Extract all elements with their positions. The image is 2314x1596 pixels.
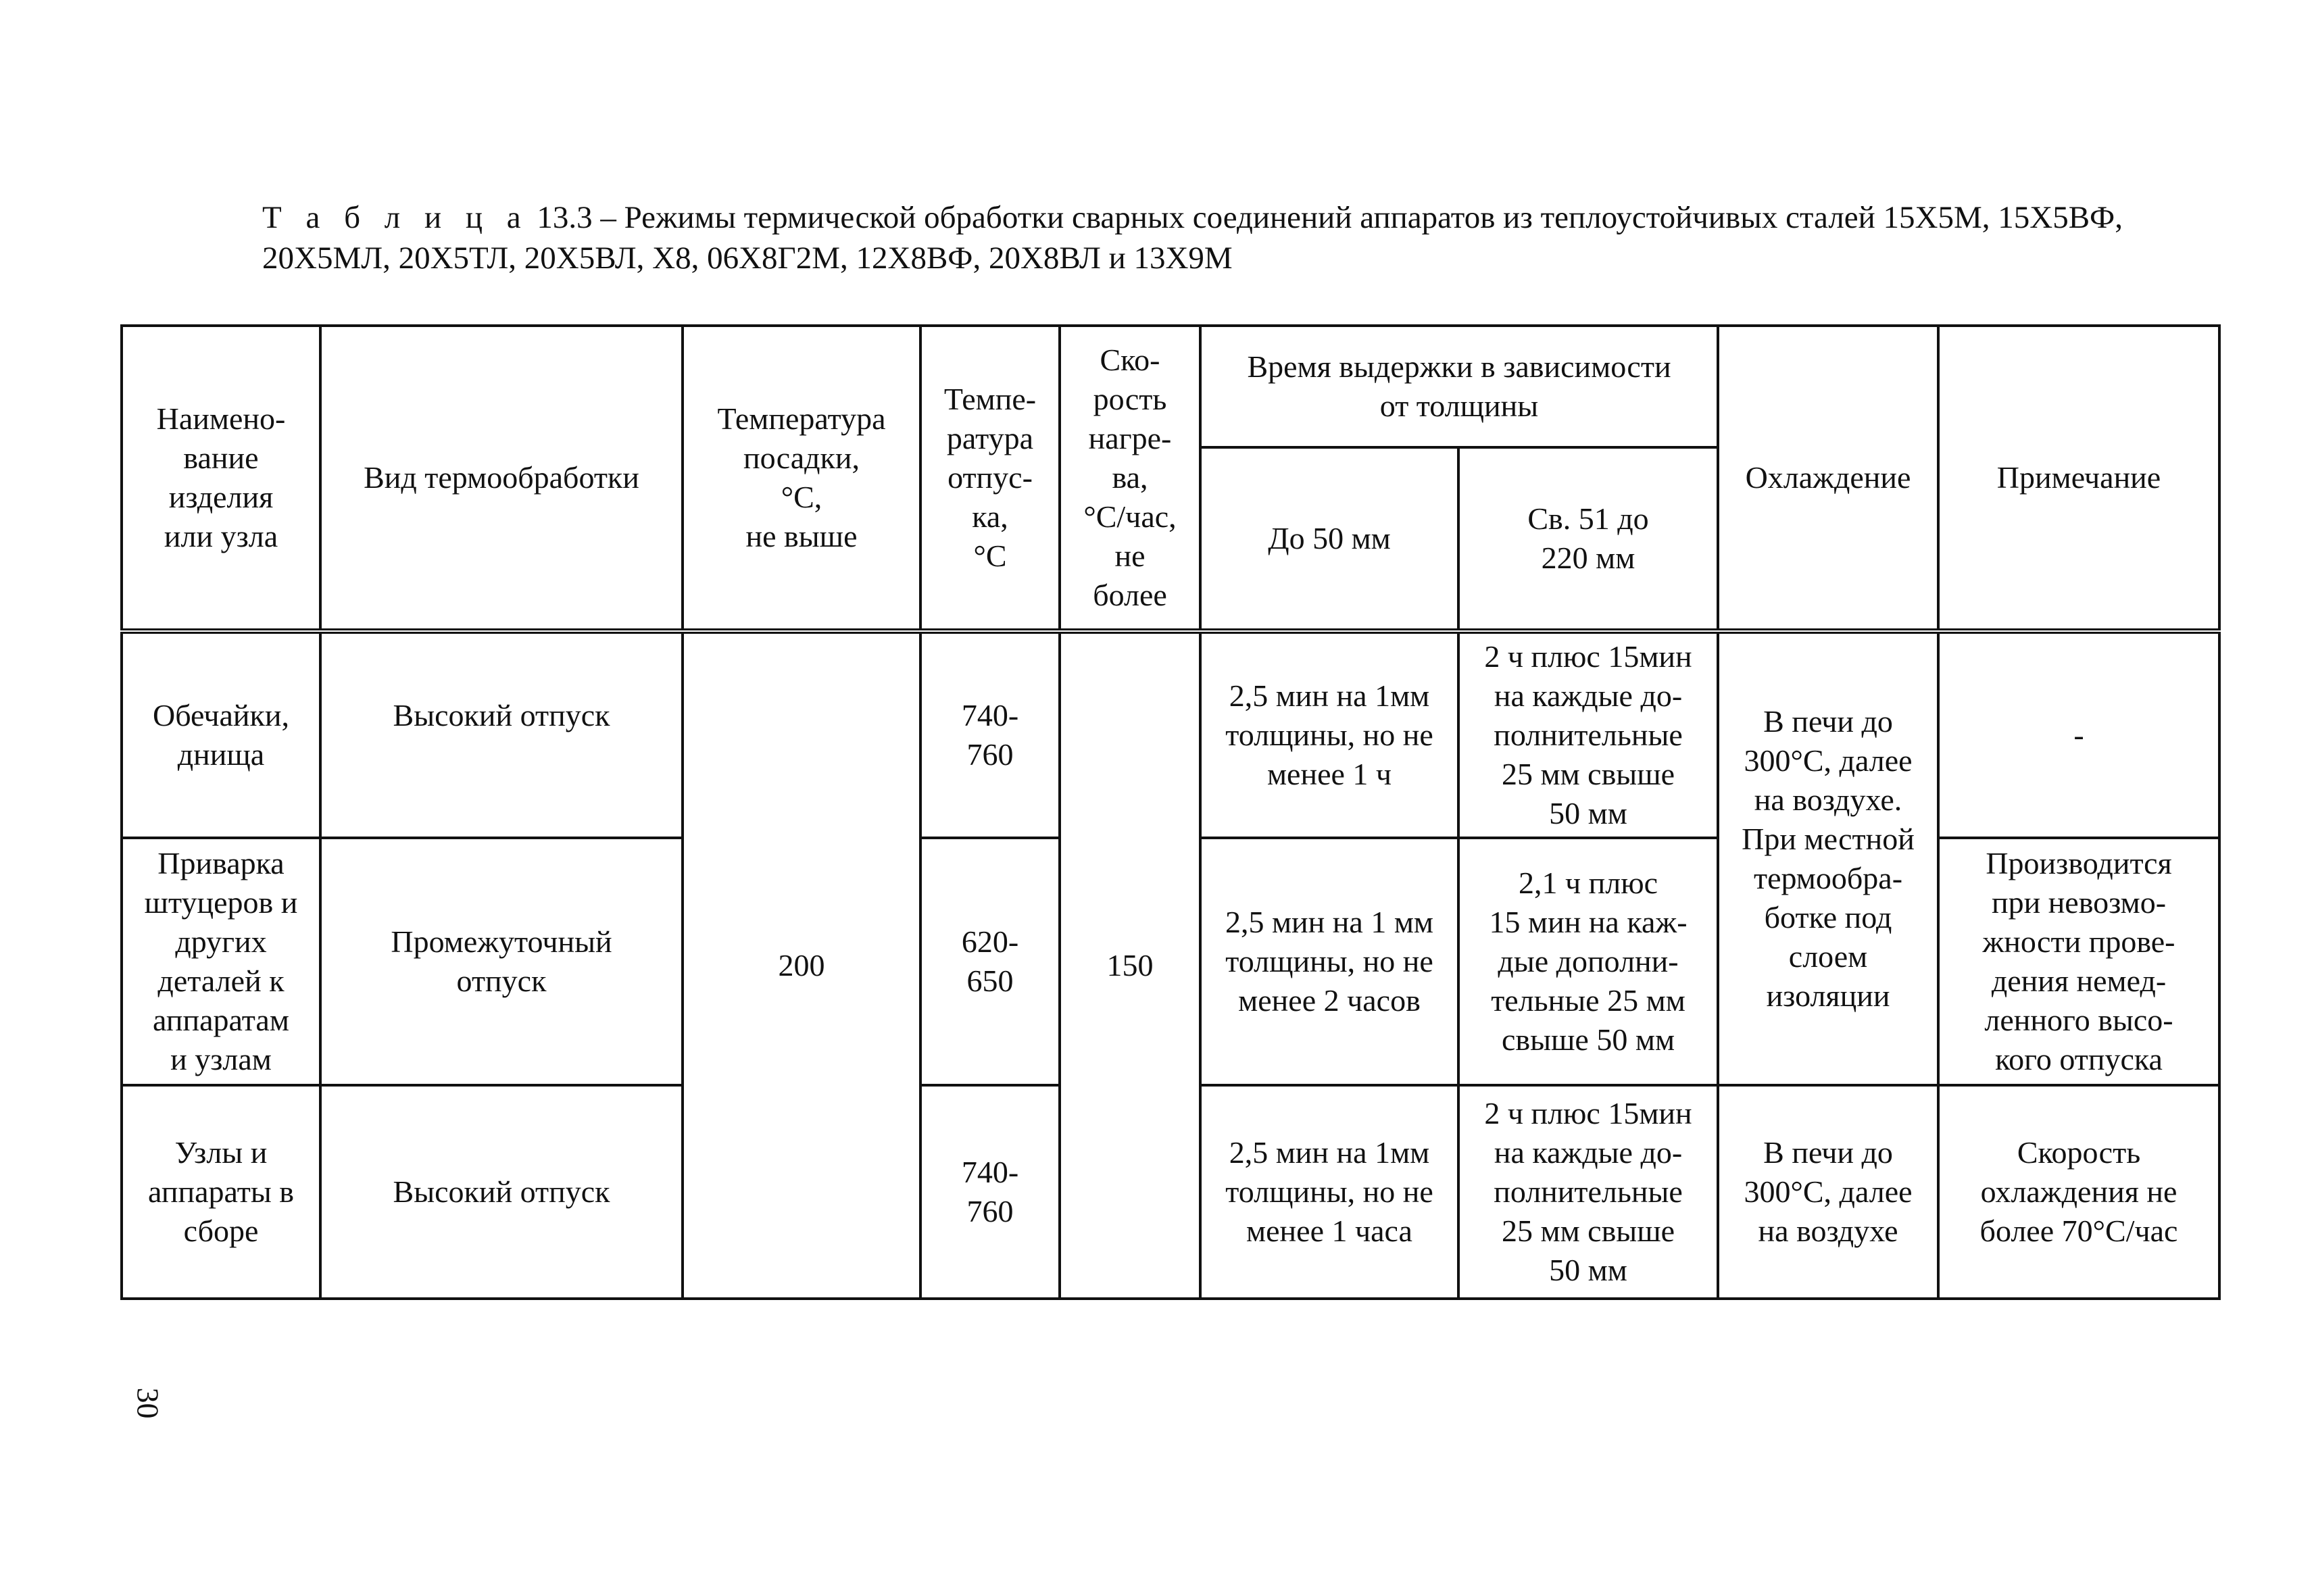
cell-type: Высокий отпуск	[320, 631, 683, 838]
header-tempering-temp: Темпе- ратура отпус- ка, °С	[920, 326, 1060, 631]
cell-note: -	[1938, 631, 2219, 838]
cell-name: Приварка штуцеров и других деталей к аппаратам и узлам	[122, 838, 320, 1085]
cell-up-to-50: 2,5 мин на 1мм толщины, но не менее 1 ч	[1200, 631, 1458, 838]
header-type: Вид термообработки	[320, 326, 683, 631]
header-from-51: Св. 51 до 220 мм	[1458, 447, 1718, 631]
cell-cooling: В печи до 300°С, далее на воздухе	[1718, 1085, 1938, 1299]
cell-landing-temp: 200	[683, 631, 920, 1299]
cell-note: Производится при невозмо- жности прове- дения немед- ленного высо- кого отпуска	[1938, 838, 2219, 1085]
cell-note: Скорость охлаждения не более 70°С/час	[1938, 1085, 2219, 1299]
header-row-top	[122, 326, 2219, 447]
cell-up-to-50: 2,5 мин на 1 мм толщины, но не менее 2 часов	[1200, 838, 1458, 1085]
header-holding-time: Время выдержки в зависимости от толщины	[1200, 326, 1718, 447]
caption-text: 13.3 – Режимы термической обработки сварных соединений аппаратов из теплоустойчивых сталей 15Х5М, 15Х5ВФ, 20Х5МЛ, 20Х5ТЛ, 20Х5ВЛ, Х8, 06Х8Г2М, 12Х8ВФ, 20Х8ВЛ и 13Х9М	[262, 200, 2123, 276]
cell-type: Промежуточный отпуск	[320, 838, 683, 1085]
cell-name: Обечайки, днища	[122, 631, 320, 838]
table-row	[122, 631, 2219, 838]
cell-from-51: 2,1 ч плюс 15 мин на каж- дые дополни- тельные 25 мм свыше 50 мм	[1458, 838, 1718, 1085]
heat-treatment-table	[120, 324, 2221, 1300]
header-name: Наимено- вание изделия или узла	[122, 326, 320, 631]
page-number: 30	[130, 1387, 166, 1419]
caption-label: Т а б л и ц а	[262, 200, 529, 235]
cell-tempering-temp: 620- 650	[920, 838, 1060, 1085]
header-landing-temp: Температура посадки, °С, не выше	[683, 326, 920, 631]
cell-from-51: 2 ч плюс 15мин на каждые до- полнительные 25 мм свыше 50 мм	[1458, 631, 1718, 838]
header-up-to-50: До 50 мм	[1200, 447, 1458, 631]
cell-tempering-temp: 740- 760	[920, 631, 1060, 838]
cell-name: Узлы и аппараты в сборе	[122, 1085, 320, 1299]
heat-treatment-table-wrapper	[120, 324, 2221, 1300]
cell-type: Высокий отпуск	[320, 1085, 683, 1299]
cell-up-to-50: 2,5 мин на 1мм толщины, но не менее 1 часа	[1200, 1085, 1458, 1299]
cell-cooling: В печи до 300°С, далее на воздухе. При местной термообра- ботке под слоем изоляции	[1718, 631, 1938, 1085]
table-caption	[262, 197, 2222, 278]
cell-from-51: 2 ч плюс 15мин на каждые до- полнительные 25 мм свыше 50 мм	[1458, 1085, 1718, 1299]
header-heating-rate: Ско- рость нагре- ва, °С/час, не более	[1060, 326, 1200, 631]
cell-tempering-temp: 740- 760	[920, 1085, 1060, 1299]
header-cooling: Охлаждение	[1718, 326, 1938, 631]
header-note: Примечание	[1938, 326, 2219, 631]
cell-heating-rate: 150	[1060, 631, 1200, 1299]
